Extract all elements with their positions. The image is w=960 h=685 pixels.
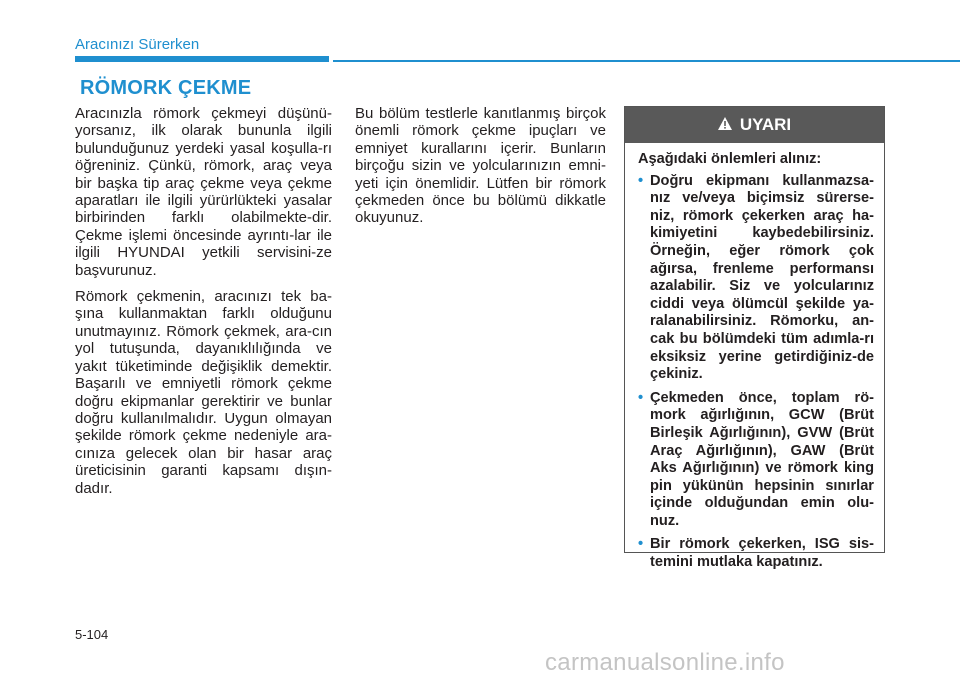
warning-triangle-icon xyxy=(718,115,732,135)
column-2 xyxy=(355,105,606,236)
bullet-icon: • xyxy=(638,389,644,406)
list-item xyxy=(638,390,874,531)
list-item xyxy=(638,173,874,384)
list-item-text: Bir römork çekerken, ISG sis-temini mutlaka kapatınız. xyxy=(650,536,874,571)
watermark: carmanualsonline.info xyxy=(545,649,785,676)
list-item xyxy=(638,536,874,571)
bullet-icon: • xyxy=(638,172,644,189)
column-1 xyxy=(75,105,332,506)
section-title: Aracınızı Sürerken xyxy=(75,36,200,53)
header-rule-thin xyxy=(333,60,960,62)
list-item-text: Çekmeden önce, toplam rö-mork ağırlığının, GCW (Brüt Birleşik Ağırlığının), GVW (Brüt Araç Ağırlığının), GAW (Brüt Aks Ağırlığının) ve römork king pin yükünün hepsinin sınırlar içinde olduğundan emin olu-nuz. xyxy=(650,389,874,529)
list-item-text: Doğru ekipmanı kullanmazsa-nız ve/veya biçimsiz sürerse-niz, römork çekerken araç ha-kimiyetini kaybedebilirsiniz. Örneğin, eğer römork çok ağırsa, frenleme performansı azalabilir. Siz ve yolcularınız ciddi veya ölümcül şekilde ya-ralanabilirsiniz. Römorku, an-cak bu bölümdeki tüm adımla-rı eksiksiz yerine getirdiğiniz-de çekiniz. xyxy=(650,172,874,383)
paragraph: Aracınızla römork çekmeyi düşünü-yorsanız, ilk olarak bununla ilgili bulunduğunuz yerdeki yasal koşulla-rı öğreniniz. Çünkü, römork, araç veya bir başka tip araç çekme veya çekme aparatları ile ilgili yürürlükteki yasalar birbirinden farklı olabilmekte-dir. Çekme işlemi öncesinde ayrıntı-lar ile ilgili HYUNDAI yetkili servisini-ze başvurunuz. xyxy=(75,105,332,279)
warning-intro: Aşağıdaki önlemleri alınız: xyxy=(638,151,822,167)
paragraph: Römork çekmenin, aracınızı tek ba-şına kullanmaktan farklı olduğunu unutmayınız. Römork çekmek, ara-cın yol tutuşunda, dayanıklılığında ve yakıt tüketiminde değişiklik demektir. Başarılı ve emniyetli römork çekme doğru ekipmanlar gerektirir ve bunlar doğru kullanılmalıdır. Uygun olmayan şekilde römork çekme nedeniyle ara-cınıza gelecek olan bir hasar araç üreticisinin garanti kapsamı dışın-dadır. xyxy=(75,288,332,497)
page-number: 5-104 xyxy=(75,627,109,642)
header-rule-thick xyxy=(75,56,329,62)
bullet-icon: • xyxy=(638,536,644,553)
warning-body xyxy=(625,143,884,572)
paragraph: Bu bölüm testlerle kanıtlanmış birçok önemli römork çekme ipuçları ve emniyet kurallarını içerir. Bunların birçoğu sizin ve yolcularınızın emni-yeti için önemlidir. Lütfen bir römork çekmeden önce bu bölümü dikkatle okuyunuz. xyxy=(355,105,606,227)
page-heading: RÖMORK ÇEKME xyxy=(80,77,252,99)
warning-box xyxy=(624,106,885,571)
warning-label: UYARI xyxy=(739,115,792,134)
warning-header xyxy=(625,107,884,143)
warning-list xyxy=(638,173,874,572)
